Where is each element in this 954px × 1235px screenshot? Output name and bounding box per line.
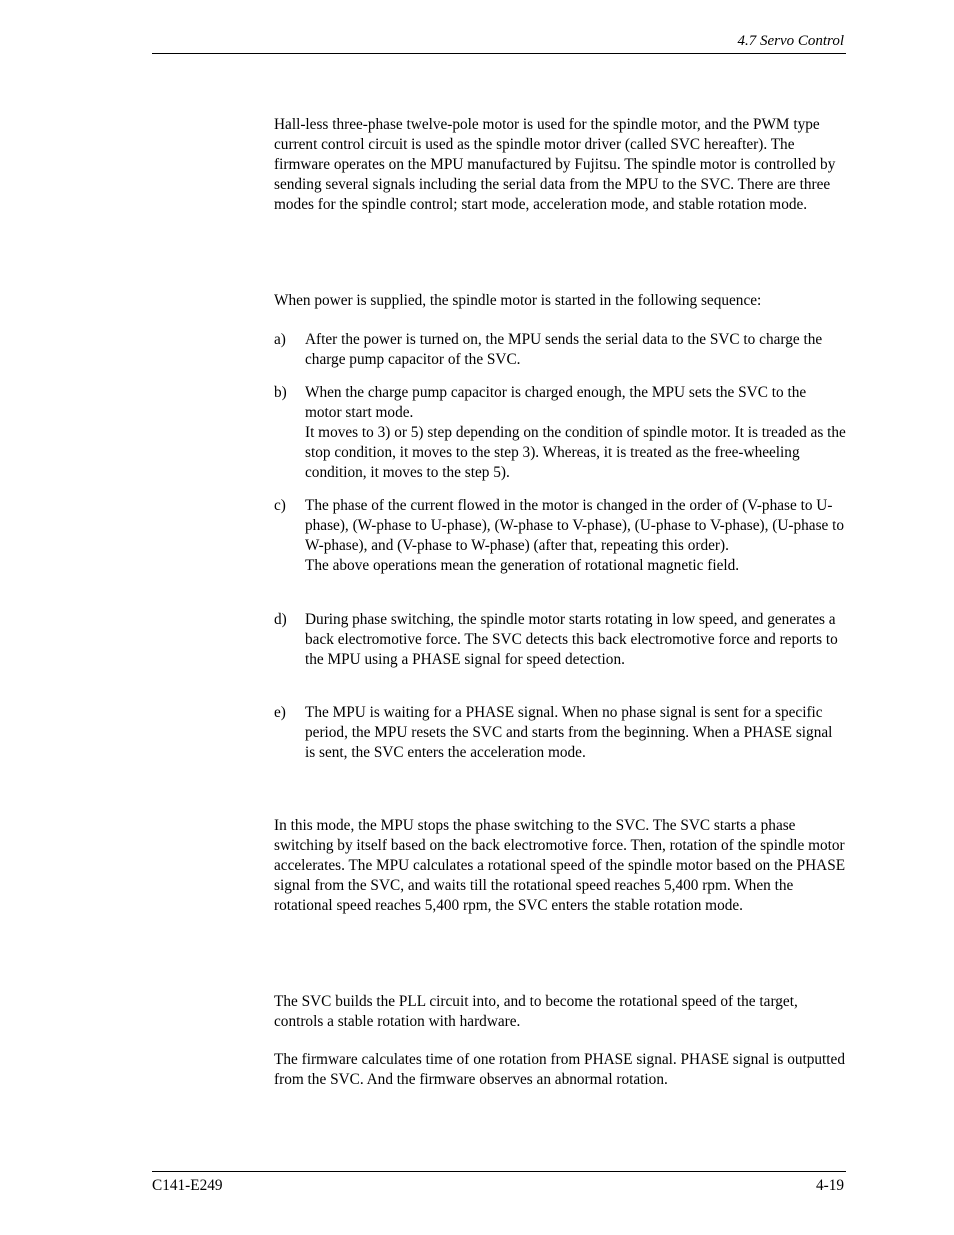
list-item-b-text-1: When the charge pump capacitor is charged enough, the MPU sets the SVC to the motor start mode. bbox=[305, 384, 807, 421]
intro-paragraph bbox=[274, 115, 846, 215]
stable-mode-text-2: The firmware calculates time of one rotation from PHASE signal. PHASE signal is outputted from the SVC. And the firmware observes an abnormal rotation. bbox=[274, 1051, 845, 1088]
intro-text: Hall-less three-phase twelve-pole motor is used for the spindle motor, and the PWM type current control circuit is used as the spindle motor driver (called SVC hereafter). The firmware operates on the MPU manufactured by Fujitsu. The spindle motor is controlled by sending several signals including the serial data from the MPU to the SVC. There are three modes for the spindle control; start mode, acceleration mode, and stable rotation mode. bbox=[274, 116, 836, 213]
list-marker-e: e) bbox=[274, 704, 286, 721]
list-item-c-text-1: The phase of the current flowed in the motor is changed in the order of (V-phase to U-phase), (W-phase to U-phase), (W-phase to V-phase), (U-phase to V-phase), (U-phase to W-phase), and (V-phase to W-phase) (after that, repeating this order). bbox=[305, 497, 845, 554]
list-marker-d: d) bbox=[274, 611, 287, 628]
document-id: C141-E249 bbox=[152, 1177, 223, 1194]
list-item-c-text-2: The above operations mean the generation of rotational magnetic field. bbox=[305, 556, 740, 574]
acceleration-mode-paragraph bbox=[274, 816, 846, 916]
stable-mode-paragraph-2 bbox=[274, 1050, 846, 1090]
list-item-c bbox=[274, 496, 846, 576]
list-item-b-text-2: It moves to 3) or 5) step depending on the condition of spindle motor. It is treaded as the stop condition, it moves to the step 3). Whereas, it is treated as the free-wheeling condition, it moves to the step 5). bbox=[305, 423, 846, 481]
running-header: 4.7 Servo Control bbox=[737, 33, 844, 49]
list-marker-b: b) bbox=[274, 384, 287, 401]
start-mode-lead bbox=[274, 291, 846, 311]
list-marker-c: c) bbox=[274, 497, 286, 514]
header-rule bbox=[152, 53, 846, 54]
page-number: 4-19 bbox=[815, 1177, 844, 1194]
acceleration-mode-text: In this mode, the MPU stops the phase switching to the SVC. The SVC starts a phase switching by itself based on the back electromotive force. Then, rotation of the spindle motor accelerates. The MPU calculates a rotational speed of the spindle motor based on the PHASE signal from the SVC, and waits till the rotational speed reaches 5,400 rpm. When the rotational speed reaches 5,400 rpm, the SVC enters the stable rotation mode. bbox=[274, 817, 846, 914]
list-item-a bbox=[274, 330, 846, 370]
list-item-d bbox=[274, 610, 846, 670]
list-marker-a: a) bbox=[274, 331, 286, 348]
list-item-e bbox=[274, 703, 846, 763]
stable-mode-text-1: The SVC builds the PLL circuit into, and to become the rotational speed of the target, controls a stable rotation with hardware. bbox=[274, 993, 798, 1030]
list-item-e-text: The MPU is waiting for a PHASE signal. When no phase signal is sent for a specific period, the MPU resets the SVC and starts from the beginning. When a PHASE signal is sent, the SVC enters the acceleration mode. bbox=[305, 704, 833, 761]
start-mode-lead-text: When power is supplied, the spindle motor is started in the following sequence: bbox=[274, 292, 762, 309]
footer-rule bbox=[152, 1171, 846, 1172]
list-item-a-text: After the power is turned on, the MPU sends the serial data to the SVC to charge the charge pump capacitor of the SVC. bbox=[305, 331, 823, 368]
list-item-d-text: During phase switching, the spindle motor starts rotating in low speed, and generates a back electromotive force. The SVC detects this back electromotive force and reports to the MPU using a PHASE signal for speed detection. bbox=[305, 611, 838, 668]
stable-mode-paragraph-1 bbox=[274, 992, 846, 1032]
list-item-b bbox=[274, 383, 846, 483]
